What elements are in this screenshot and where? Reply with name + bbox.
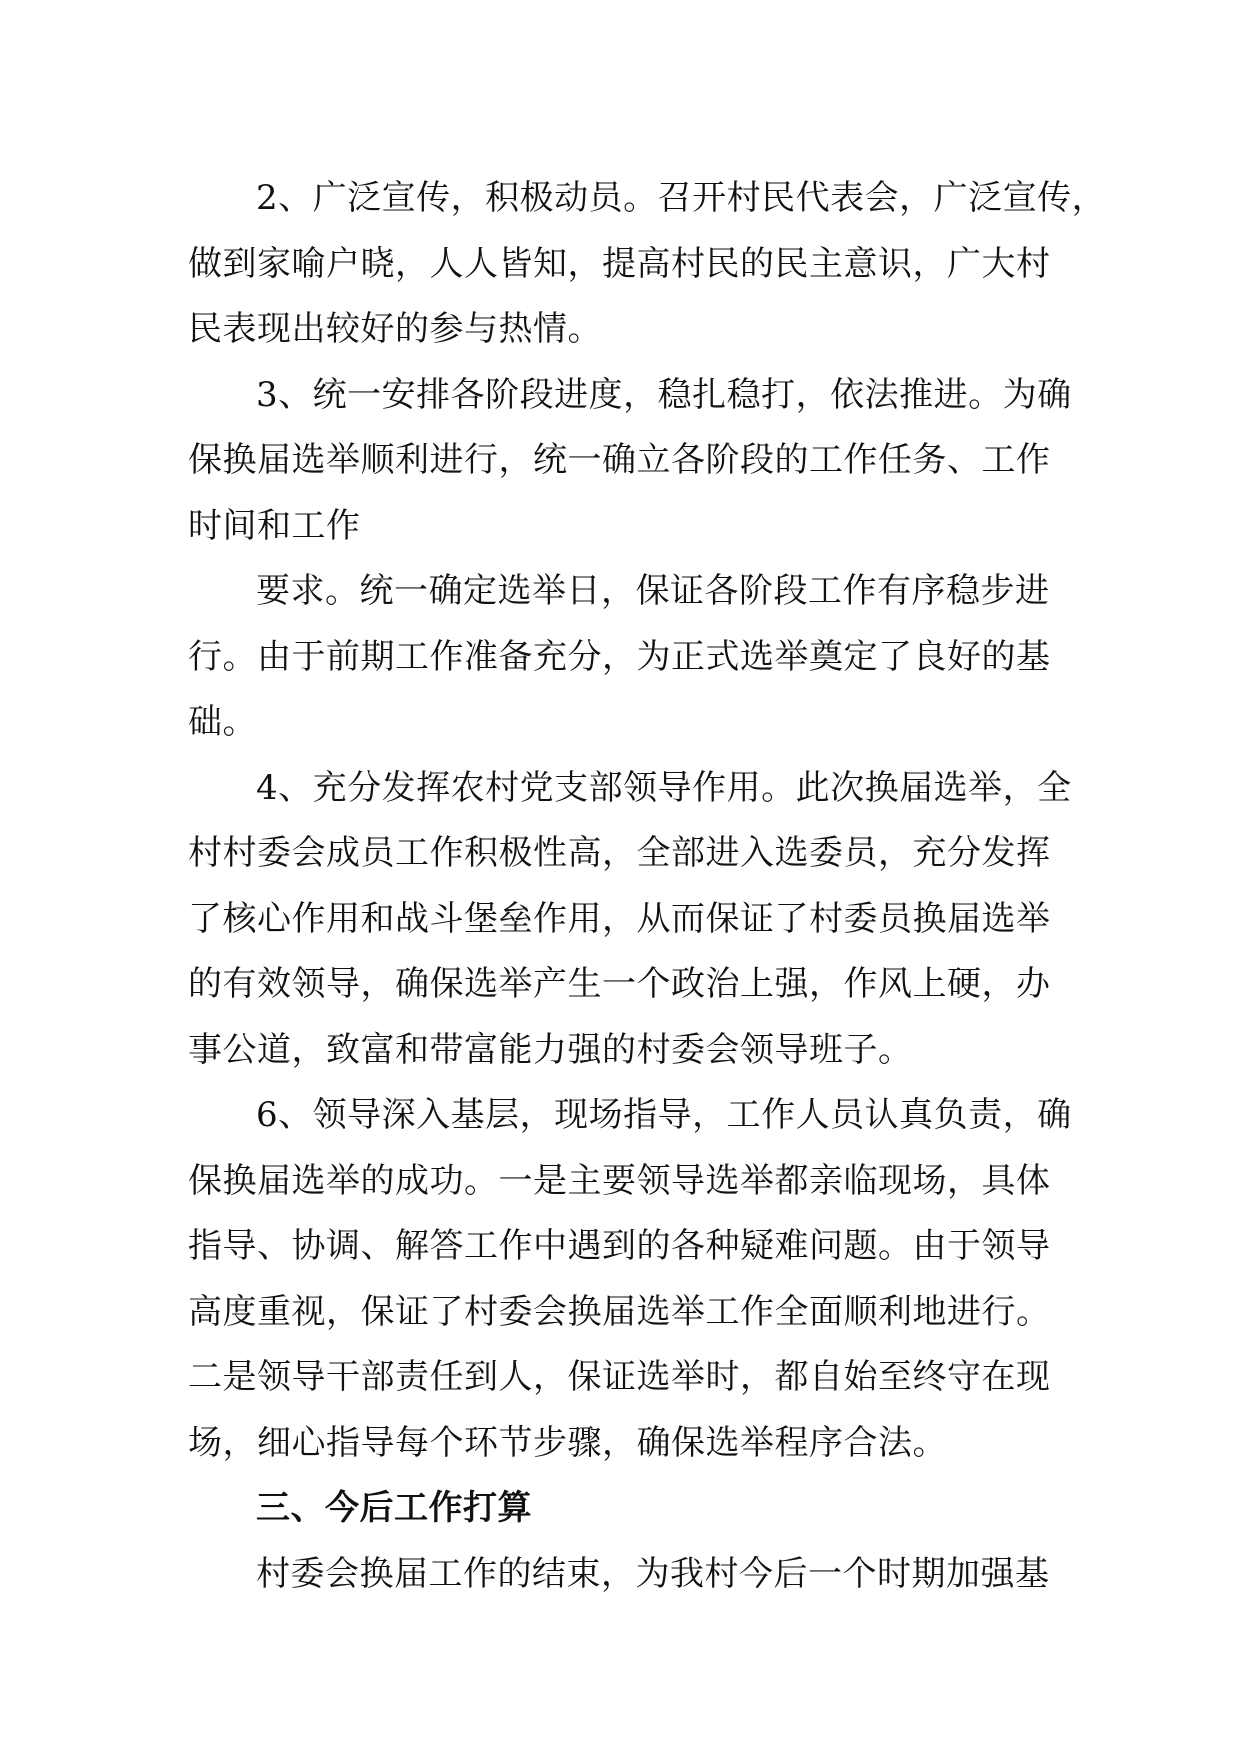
paragraph-2-line-1: 2、广泛宣传，积极动员。召开村民代表会，广泛宣传，	[256, 178, 1107, 218]
section-heading-future-plans: 三、今后工作打算	[256, 1488, 532, 1528]
paragraph-2-line-2: 做到家喻户晓，人人皆知，提高村民的民主意识，广大村	[188, 243, 1051, 284]
paragraph-requirements-line-1: 要求。统一确定选举日，保证各阶段工作有序稳步进	[256, 571, 1050, 611]
document-body	[188, 166, 1107, 1607]
paragraph-3-line-2: 保换届选举顺利进行，统一确立各阶段的工作任务、工作	[188, 440, 1051, 480]
paragraph-4-line-1: 4、充分发挥农村党支部领导作用。此次换届选举，全	[256, 767, 1072, 808]
paragraph-6-line-2: 保换届选举的成功。一是主要领导选举都亲临现场，具体	[188, 1160, 1051, 1201]
paragraph-6-line-4: 高度重视，保证了村委会换届选举工作全面顺利地进行。	[188, 1291, 1051, 1332]
paragraph-4-line-5: 事公道，致富和带富能力强的村委会领导班子。	[188, 1029, 913, 1070]
paragraph-future-line-1: 村委会换届工作的结束，为我村今后一个时期加强基	[256, 1553, 1050, 1594]
paragraph-6-line-3: 指导、协调、解答工作中遇到的各种疑难问题。由于领导	[188, 1226, 1051, 1266]
paragraph-6-line-1: 6、领导深入基层，现场指导，工作人员认真负责，确	[256, 1095, 1072, 1135]
paragraph-6-line-5: 二是领导干部责任到人，保证选举时，都自始至终守在现	[188, 1357, 1051, 1397]
paragraph-4-line-3: 了核心作用和战斗堡垒作用，从而保证了村委员换届选举	[188, 898, 1051, 939]
paragraph-4-line-2: 村村委会成员工作积极性高，全部进入选委员，充分发挥	[188, 833, 1051, 873]
paragraph-3-line-3: 时间和工作	[188, 505, 361, 546]
paragraph-4-line-4: 的有效领导，确保选举产生一个政治上强，作风上硬，办	[188, 964, 1051, 1004]
paragraph-6-line-6: 场，细心指导每个环节步骤，确保选举程序合法。	[188, 1422, 947, 1463]
paragraph-requirements-line-2: 行。由于前期工作准备充分，为正式选举奠定了良好的基	[188, 636, 1051, 677]
paragraph-requirements-line-3: 础。	[188, 702, 257, 742]
paragraph-2-line-3: 民表现出较好的参与热情。	[188, 309, 602, 349]
paragraph-3-line-1: 3、统一安排各阶段进度，稳扎稳打，依法推进。为确	[256, 374, 1072, 415]
